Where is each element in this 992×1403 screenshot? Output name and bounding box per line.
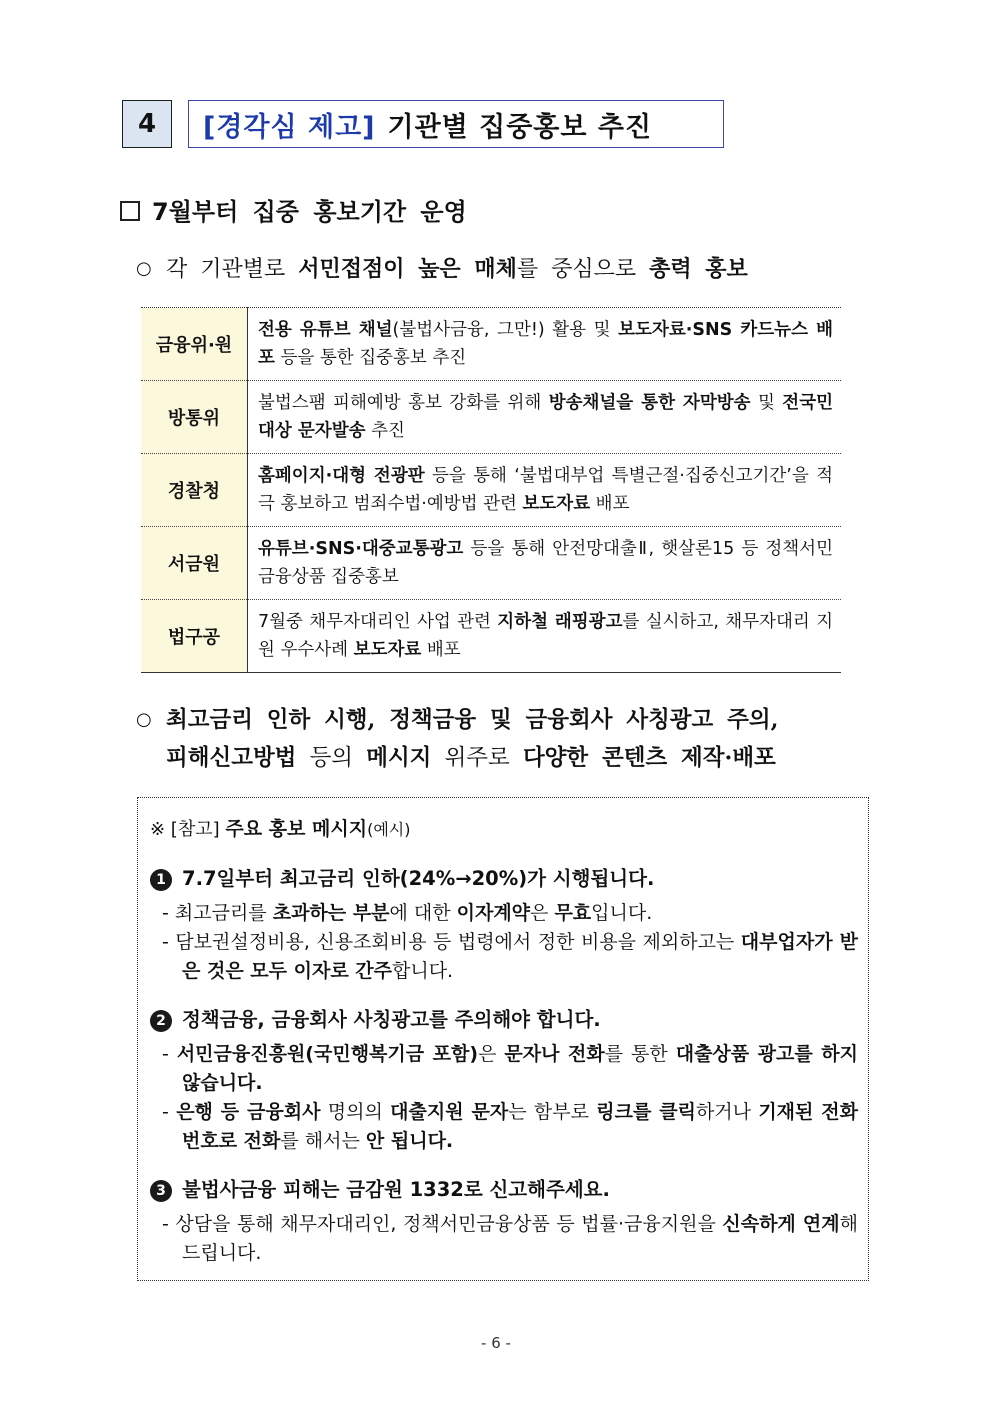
agency-desc: 유튜브·SNS·대중교통광고 등을 통해 안전망대출Ⅱ, 햇살론15 등 정책서민금융상품 집중홍보	[248, 527, 842, 600]
reference-box	[137, 797, 869, 1281]
checkbox-square-icon	[120, 201, 140, 221]
number-circle-icon: 3	[150, 1180, 172, 1202]
agency-desc: 불법스팸 피해예방 홍보 강화를 위해 방송채널을 통한 자막방송 및 전국민 대상 문자발송 추진	[248, 381, 842, 454]
reference-title: ※ [참고] 주요 홍보 메시지(예시)	[150, 818, 411, 840]
agency-name: 경찰청	[141, 454, 248, 527]
message-headline: 1 7.7일부터 최고금리 인하(24%→20%)가 시행됩니다.	[150, 863, 858, 891]
agency-desc: 7월중 채무자대리인 사업 관련 지하철 래핑광고를 실시하고, 채무자대리 지원 우수사례 보도자료 배포	[248, 600, 842, 673]
message-item: - 최고금리를 초과하는 부분에 대한 이자계약은 무효입니다.	[162, 902, 653, 924]
page-number: - 6 -	[481, 1334, 511, 1352]
circle-bullet-icon: ○	[136, 258, 152, 279]
number-circle-icon: 2	[150, 1010, 172, 1032]
message-headline: 3 불법사금융 피해는 금감원 1332로 신고해주세요.	[150, 1174, 858, 1202]
bullet-media-focus: ○ 각 기관별로 서민접점이 높은 매체를 중심으로 총력 홍보	[136, 256, 748, 282]
circle-bullet-icon: ○	[136, 709, 152, 730]
subheading: 7월부터 집중 홍보기간 운영	[120, 192, 467, 227]
section-title-accent: [경각심 제고]	[203, 111, 376, 143]
agency-name: 법구공	[141, 600, 248, 673]
message-item: - 담보권설정비용, 신용조회비용 등 법령에서 정한 비용을 제외하고는 대부업자가 받은 것은 모두 이자로 간주합니다.	[162, 931, 858, 982]
agency-name: 서금원	[141, 527, 248, 600]
table-row	[141, 454, 841, 527]
bullet-messages-line2: 피해신고방법 등의 메시지 위주로 다양한 콘텐츠 제작·배포	[166, 745, 776, 771]
table-row	[141, 381, 841, 454]
agency-name: 방통위	[141, 381, 248, 454]
section-number: 4	[122, 100, 172, 148]
section-title-text: 기관별 집중홍보 추진	[387, 111, 653, 143]
message-headline: 2 정책금융, 금융회사 사칭광고를 주의해야 합니다.	[150, 1004, 858, 1032]
agency-name: 금융위·원	[141, 308, 248, 381]
message-item: - 은행 등 금융회사 명의의 대출지원 문자는 함부로 링크를 클릭하거나 기재된 전화번호로 전화를 해서는 안 됩니다.	[162, 1101, 858, 1152]
number-circle-icon: 1	[150, 869, 172, 891]
agency-table	[141, 307, 841, 673]
bullet-messages-line1: ○ 최고금리 인하 시행, 정책금융 및 금융회사 사칭광고 주의,	[136, 707, 779, 733]
table-row	[141, 527, 841, 600]
table-row	[141, 308, 841, 381]
section-title	[188, 100, 724, 148]
message-item: - 상담을 통해 채무자대리인, 정책서민금융상품 등 법률·금융지원을 신속하게 연계해드립니다.	[162, 1213, 858, 1264]
agency-desc: 전용 유튜브 채널(불법사금융, 그만!) 활용 및 보도자료·SNS 카드뉴스 배포 등을 통한 집중홍보 추진	[248, 308, 842, 381]
table-row	[141, 600, 841, 673]
message-item: - 서민금융진흥원(국민행복기금 포함)은 문자나 전화를 통한 대출상품 광고를 하지 않습니다.	[162, 1043, 858, 1094]
agency-desc: 홈페이지·대형 전광판 등을 통해 ‘불법대부업 특별근절·집중신고기간’을 적극 홍보하고 범죄수법·예방법 관련 보도자료 배포	[248, 454, 842, 527]
